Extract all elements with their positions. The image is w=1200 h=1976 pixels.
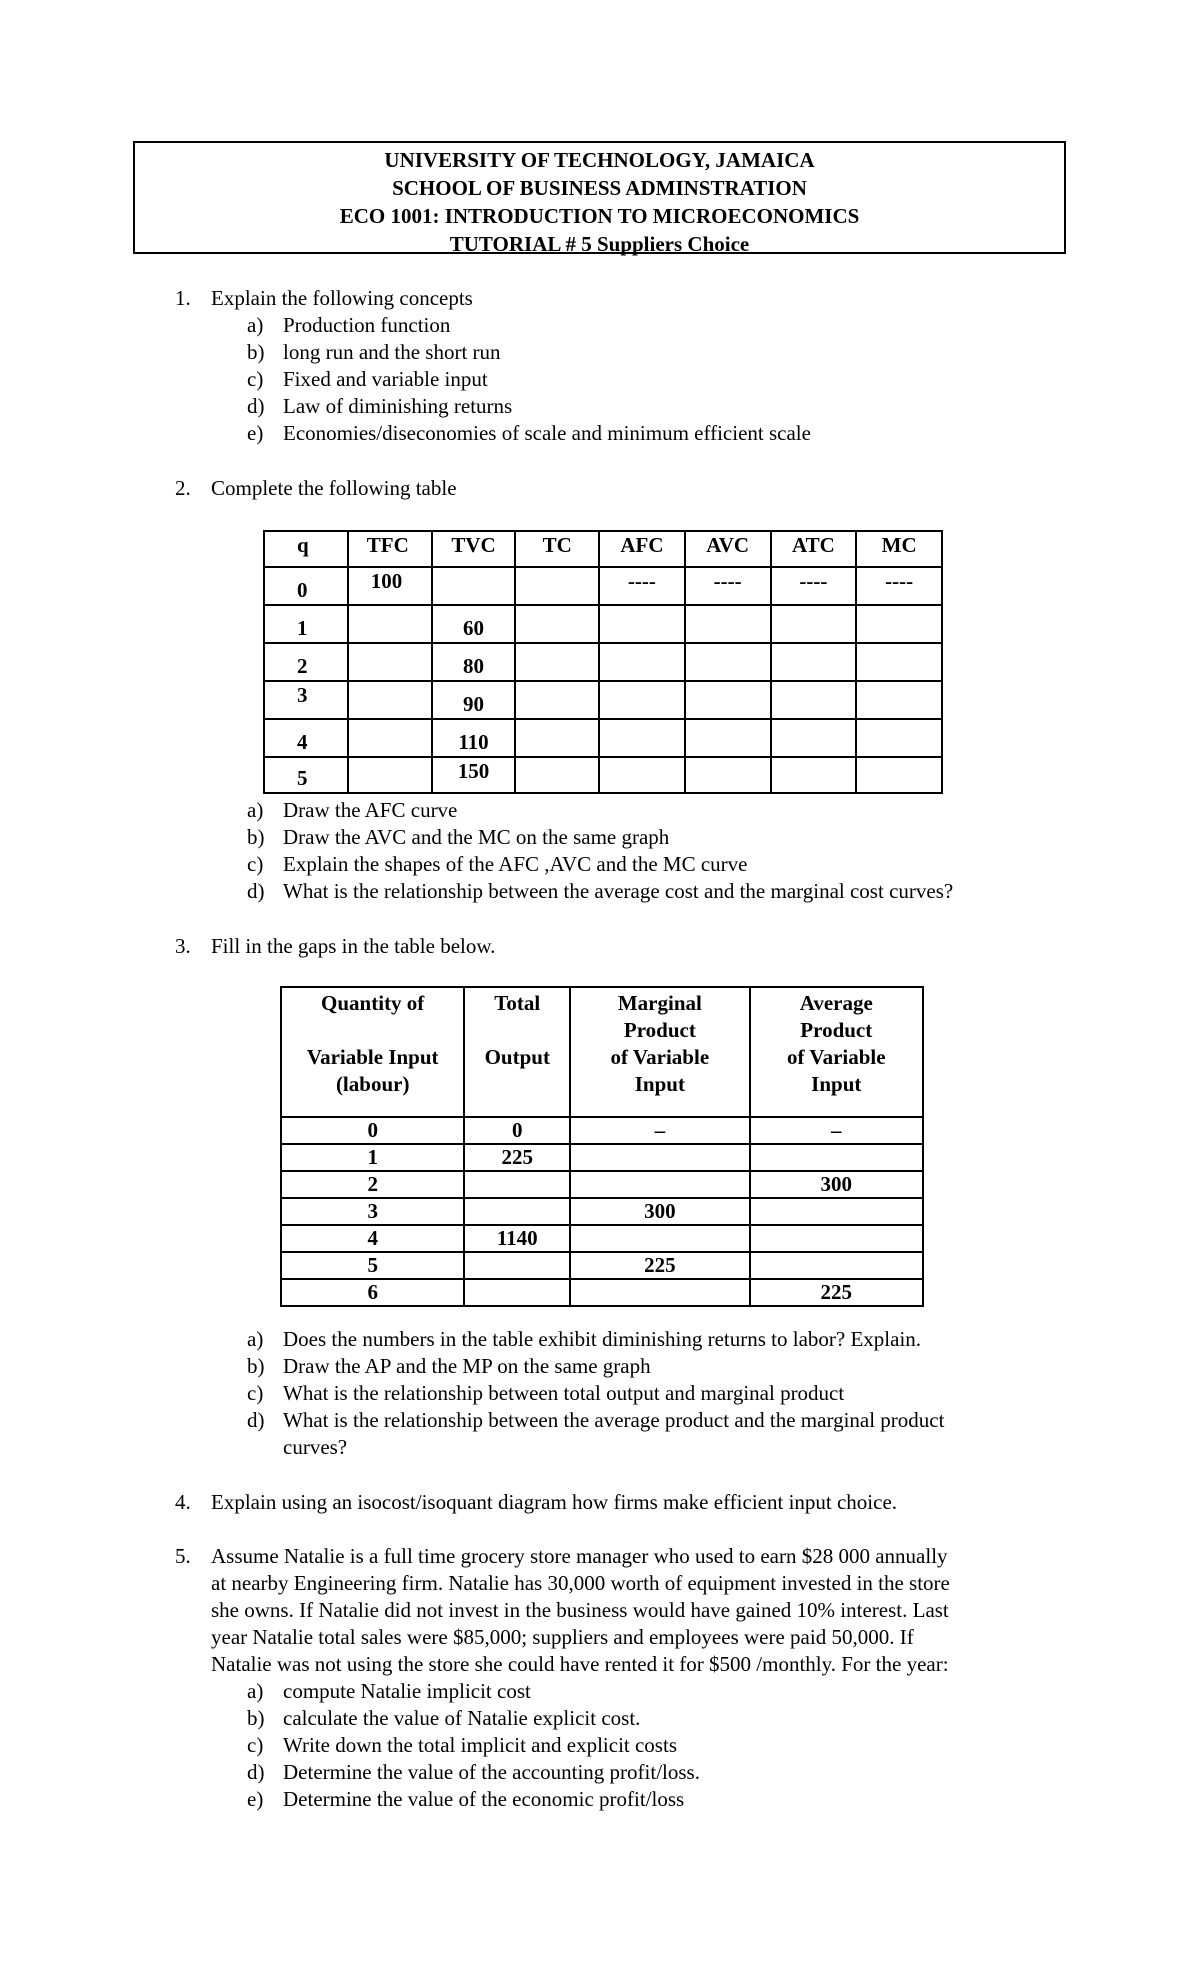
course-title: ECO 1001: INTRODUCTION TO MICROECONOMICS: [339, 204, 860, 228]
list-item: e) Economies/diseconomies of scale and minimum efficient scale: [247, 421, 811, 445]
question-text-line: Assume Natalie is a full time grocery store manager who used to earn $28 000 annually: [211, 1544, 948, 1568]
list-item: a) Production function: [247, 313, 451, 337]
question-2: [175, 475, 1075, 502]
table-row: 1 60: [264, 605, 942, 643]
question-text: Explain using an isocost/isoquant diagram how firms make efficient input choice.: [211, 1490, 898, 1514]
col-header: TVC: [432, 531, 516, 567]
table-row: 0 0 – –: [281, 1117, 923, 1144]
col-header: q: [264, 531, 348, 567]
question-number: 2.: [175, 476, 191, 500]
table-header-row: [264, 531, 942, 567]
list-item: a) Draw the AFC curve: [247, 798, 458, 822]
question-3-parts: [175, 1326, 1075, 1461]
list-item: c) What is the relationship between total output and marginal product: [247, 1381, 845, 1405]
question-number: 4.: [175, 1490, 191, 1514]
question-text: Explain the following concepts: [211, 286, 473, 310]
school-name: SCHOOL OF BUSINESS ADMINSTRATION: [392, 176, 807, 200]
list-item: d) Determine the value of the accounting profit/loss.: [247, 1760, 700, 1784]
question-text-line: year Natalie total sales were $85,000; suppliers and employees were paid 50,000. If: [211, 1625, 914, 1649]
col-header: Marginal Product of Variable Input: [570, 987, 749, 1117]
list-item: d) What is the relationship between the average cost and the marginal cost curves?: [247, 879, 954, 903]
table-row: 5 225: [281, 1252, 923, 1279]
production-table: [280, 986, 924, 1307]
list-item: b) Draw the AP and the MP on the same graph: [247, 1354, 651, 1378]
question-text: Fill in the gaps in the table below.: [211, 934, 496, 958]
table-row: 3 90: [264, 681, 942, 719]
university-name: UNIVERSITY OF TECHNOLOGY, JAMAICA: [384, 148, 815, 172]
question-text-line: at nearby Engineering firm. Natalie has 30,000 worth of equipment invested in the store: [211, 1571, 950, 1595]
question-4: [175, 1489, 1075, 1516]
list-item: d) Law of diminishing returns: [247, 394, 513, 418]
question-5: [175, 1543, 1075, 1813]
table-row: 0 100 ---- ---- ---- ----: [264, 567, 942, 605]
question-text-line: Natalie was not using the store she could have rented it for $500 /monthly. For the year:: [211, 1652, 949, 1676]
tutorial-title: TUTORIAL # 5 Suppliers Choice: [449, 232, 750, 256]
list-item: c) Explain the shapes of the AFC ,AVC and the MC curve: [247, 852, 748, 876]
col-header: Total Output: [464, 987, 570, 1117]
list-item: b) calculate the value of Natalie explicit cost.: [247, 1706, 641, 1730]
table-row: 4 110: [264, 719, 942, 757]
table-row: 2 80: [264, 643, 942, 681]
col-header: Average Product of Variable Input: [750, 987, 923, 1117]
table-row: 6 225: [281, 1279, 923, 1306]
table-row: 5 150: [264, 757, 942, 793]
table-header-row: [281, 987, 923, 1117]
question-text-line: she owns. If Natalie did not invest in the business would have gained 10% interest. Last: [211, 1598, 949, 1622]
col-header: TC: [515, 531, 599, 567]
table-row: 2 300: [281, 1171, 923, 1198]
table-row: 1 225: [281, 1144, 923, 1171]
col-header: Quantity of Variable Input (labour): [281, 987, 464, 1117]
cost-table: [263, 530, 943, 794]
list-item: e) Determine the value of the economic profit/loss: [247, 1787, 685, 1811]
question-number: 5.: [175, 1544, 191, 1568]
list-item: b) Draw the AVC and the MC on the same graph: [247, 825, 670, 849]
list-item: c) Write down the total implicit and explicit costs: [247, 1733, 677, 1757]
question-3: [175, 933, 1075, 960]
list-item: curves?: [283, 1435, 348, 1459]
title-box: [133, 141, 1066, 254]
col-header: TFC: [348, 531, 432, 567]
list-item: b) long run and the short run: [247, 340, 501, 364]
question-number: 1.: [175, 286, 191, 310]
table-row: 3 300: [281, 1198, 923, 1225]
question-1: [175, 285, 1075, 447]
list-item: d) What is the relationship between the average product and the marginal product: [247, 1408, 945, 1432]
col-header: ATC: [771, 531, 857, 567]
question-text: Complete the following table: [211, 476, 457, 500]
question-2-parts: [175, 797, 1075, 905]
col-header: AFC: [599, 531, 685, 567]
list-item: c) Fixed and variable input: [247, 367, 488, 391]
list-item: a) Does the numbers in the table exhibit diminishing returns to labor? Explain.: [247, 1327, 922, 1351]
question-number: 3.: [175, 934, 191, 958]
list-item: a) compute Natalie implicit cost: [247, 1679, 531, 1703]
col-header: MC: [856, 531, 942, 567]
col-header: AVC: [685, 531, 771, 567]
table-row: 4 1140: [281, 1225, 923, 1252]
